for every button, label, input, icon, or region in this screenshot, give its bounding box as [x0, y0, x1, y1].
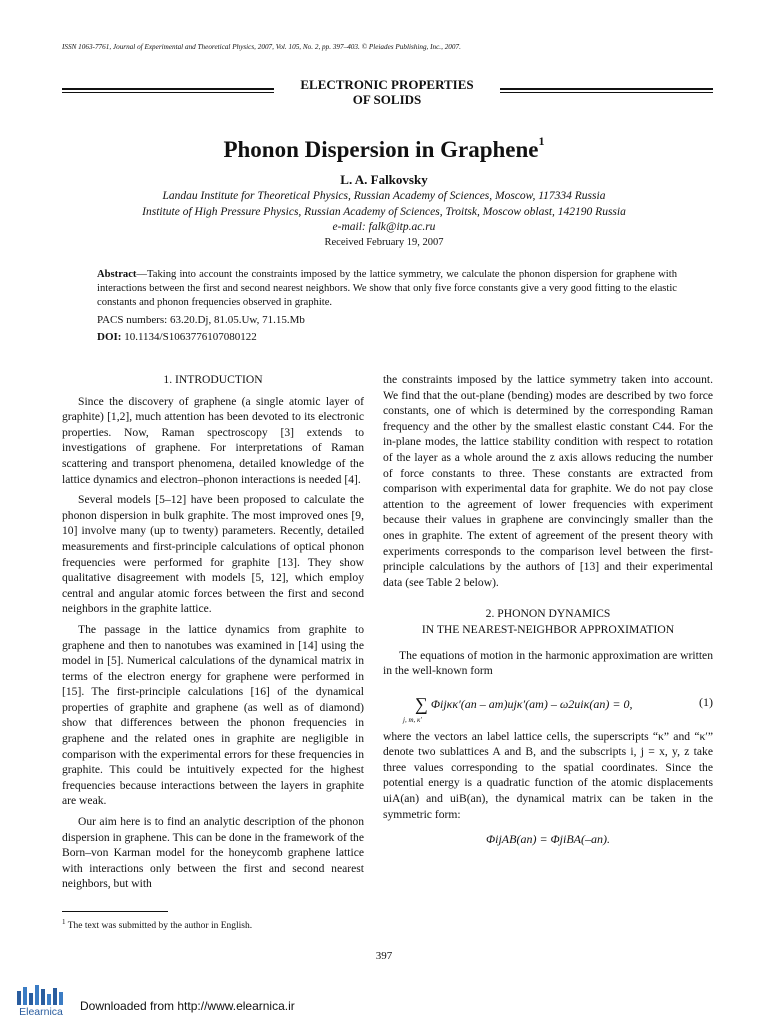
- download-source-link[interactable]: Downloaded from http://www.elearnica.ir: [80, 999, 295, 1013]
- paper-title-text: Phonon Dispersion in Graphene: [223, 137, 539, 162]
- journal-citation: ISSN 1063-7761, Journal of Experimental and Theoretical Physics, 2007, Vol. 105, No. 2, pp. 397–403. © Pleiades Publishing, Inc., 2007.: [62, 43, 461, 51]
- right-paragraph-1: the constraints imposed by the lattice symmetry taken into account. We find that the out-plane (bending) modes are described by two force constants, one of which is determined by the corresponding Raman frequency and the other by the smallest elastic constant C44. For the in-plane modes, the lattice stability condition with respect to rotation of the layer as a whole around the z axis allows reducing the number of force constants to three. These constants are extracted from comparison with experimental data for graphite. We do not pay close attention to the agreement of lower frequencies with experiment because their values in graphene are convincingly smaller than the ones in graphite. The extent of agreement of the present theory with experiments corresponds to the comparison level between the first-principle calculations by the authors of [13] and their experimental data (see Table 2 below).: [383, 373, 713, 589]
- equation-2: ΦijAB(an) = ΦjiBA(–an).: [485, 832, 610, 847]
- equation-1-number: (1): [699, 694, 713, 709]
- abstract-label: Abstract: [97, 269, 137, 280]
- sum-symbol: ∑: [415, 693, 428, 714]
- author-email: e-mail: falk@itp.ac.ru: [332, 221, 436, 233]
- elearnica-logo-icon: [15, 985, 67, 1005]
- section-title-line1: ELECTRONIC PROPERTIES: [300, 77, 474, 92]
- footnote-rule: [62, 911, 168, 912]
- intro-paragraph: Since the discovery of graphene (a single atomic layer of graphite) [1,2], much attention has been devoted to its electronic properties. Now, Raman spectroscopy [3] extends to investigations of graphene. For interpretations of Raman scattering and transport phenomena, detailed knowledge of the lattice dynamics and electron–phonon interactions is needed [4].: [62, 394, 364, 486]
- rule-right: [500, 88, 713, 90]
- section2-heading-line1: 2. PHONON DYNAMICS: [485, 607, 611, 621]
- right-column: [383, 372, 713, 848]
- pacs-numbers: PACS numbers: 63.20.Dj, 81.05.Uw, 71.15.Mb: [97, 314, 305, 326]
- doi-value: 10.1134/S1063776107080122: [124, 331, 257, 343]
- right-paragraph-2: The equations of motion in the harmonic approximation are written in the well-known form: [383, 648, 713, 678]
- right-paragraph-3: where the vectors an label lattice cells, the superscripts “κ” and “κ′” denote two sublattices A and B, and the subscripts i, j = x, y, z take three values corresponding to the spatial coordinates. Since the potential energy is a quadratic function of the atomic displacements uiA(an) and uiB(an), the dynamical matrix can be taken in the symmetric form:: [383, 729, 713, 821]
- equation-1-sum-subscript: j, m, κ′: [403, 715, 422, 724]
- rule-right-thin: [500, 92, 713, 93]
- elearnica-logo[interactable]: [15, 985, 67, 1019]
- footnote: [62, 918, 252, 931]
- rule-left-thin: [62, 92, 274, 93]
- section2-heading-line2: IN THE NEAREST-NEIGHBOR APPROXIMATION: [421, 622, 675, 636]
- abstract: [97, 268, 677, 310]
- left-column: [62, 372, 364, 892]
- affiliation-1: Landau Institute for Theoretical Physics, Russian Academy of Sciences, Moscow, 117334 Russia: [162, 190, 606, 202]
- section2-heading: [383, 606, 713, 637]
- intro-paragraph: The passage in the lattice dynamics from graphite to graphene and then to nanotubes was examined in [14] using the model in [5]. Numerical calculations of the dynamical matrix in terms of the electron energy for graphene were performed in [15]. The first-principle calculations [16] of the dynamical properties of graphite and graphene (as well as of diamond) show that differences between the phonon frequencies in graphene and the related ones in graphite are negligible in comparison with the experimental errors for these frequencies in graphite. This could be intuitively expected for the highest frequencies because interactions between the layers in graphite are weak.: [62, 622, 364, 808]
- intro-paragraph: Our aim here is to find an analytic description of the phonon dispersion in graphene. This can be done in the framework of the Born–von Karman model for the honeycomb graphene lattice with interactions only between the first and second nearest neighbors, but with: [62, 815, 364, 891]
- rule-left: [62, 88, 274, 90]
- equation-1-body: Φijκκ′(an – am)ujκ′(am) – ω2uiκ(an) = 0,: [430, 696, 633, 711]
- equation-1: [383, 689, 713, 723]
- footnote-text: The text was submitted by the author in English.: [65, 921, 253, 932]
- elearnica-caption: Elearnica: [19, 1006, 63, 1018]
- author: L. A. Falkovsky: [340, 172, 428, 187]
- affiliation-2: Institute of High Pressure Physics, Russian Academy of Sciences, Troitsk, Moscow oblast, 142190 Russia: [142, 206, 626, 218]
- doi-label: DOI:: [97, 331, 122, 343]
- intro-heading: 1. INTRODUCTION: [163, 373, 263, 386]
- abstract-text: —Taking into account the constraints imposed by the lattice symmetry, we calculate the phonon dispersion for graphene with interactions between the first and second nearest neighbors. We show that only five force constants give a very good fitting to the elastic constants and phonon frequencies observed in graphite.: [97, 269, 677, 308]
- doi: [97, 331, 257, 343]
- section-title-line2: OF SOLIDS: [352, 92, 422, 107]
- page-number: 397: [375, 950, 393, 962]
- title-footnote-mark: 1: [538, 134, 545, 148]
- intro-paragraph: Several models [5–12] have been proposed to calculate the phonon dispersion in bulk graphite. The most improved ones [9, 10] involve many (up to twenty) parameters. Recently, detailed measurements and first-principle calculations of optical phonon frequencies were performed for graphite [13]. They show qualitative disagreement with models [5, 12], which employ central and angular atomic forces between the first and second neighbors in the graphite lattice.: [62, 493, 364, 616]
- received-date: Received February 19, 2007: [324, 237, 444, 248]
- section-header: [62, 77, 713, 111]
- paper-title: [0, 134, 768, 163]
- footnote-mark: 1: [62, 918, 66, 926]
